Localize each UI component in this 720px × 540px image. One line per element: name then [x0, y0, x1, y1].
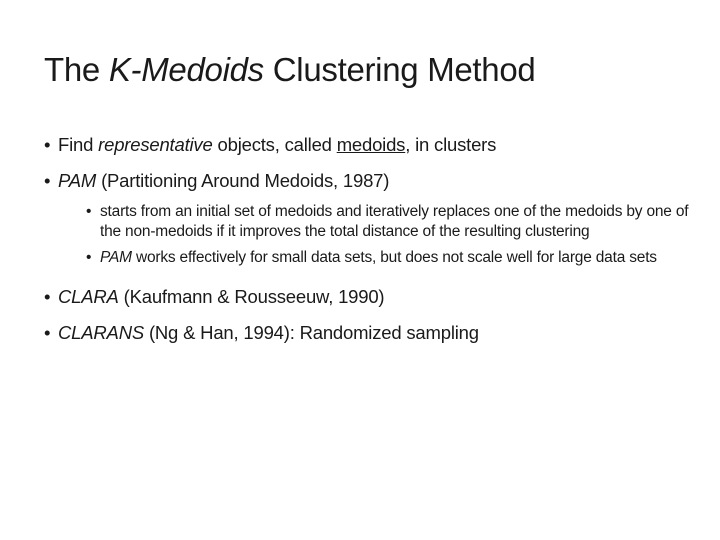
b3-text-2: (Kaufmann & Rousseeuw, 1990)	[118, 286, 385, 307]
title-prefix: The	[44, 51, 109, 88]
title-italic: K-Medoids	[108, 51, 264, 88]
b3-text-1: CLARA	[58, 286, 119, 307]
b2-text-1: PAM	[58, 170, 97, 191]
bullet-clara	[44, 284, 694, 310]
bullet-find-representative	[44, 132, 694, 158]
b1-text-4: medoids	[336, 134, 406, 155]
bullet-list	[44, 132, 694, 356]
slide-title	[44, 48, 535, 92]
sub2-text-1: PAM	[100, 249, 132, 266]
b1-text-1: Find	[58, 134, 99, 155]
b1-text-2: representative	[98, 134, 213, 155]
sub2-text-2: works effectively for small data sets, but does not scale well for large data sets	[131, 249, 657, 266]
b4-text-2: (Ng & Han, 1994): Randomized sampling	[144, 322, 479, 343]
bullet-clarans	[44, 320, 694, 346]
b4-text-1: CLARANS	[58, 322, 144, 343]
b1-text-5: , in clusters	[405, 134, 497, 155]
b1-text-3: objects, called	[212, 134, 337, 155]
pam-sub-bullets	[86, 202, 696, 268]
sub-bullet-pam-works	[86, 248, 696, 268]
bullet-pam	[44, 168, 694, 194]
b2-text-2: (Partitioning Around Medoids, 1987)	[96, 170, 390, 191]
sub-bullet-starts-from: • starts from an initial set of medoids and iteratively replaces one of the medoids by one of the non-medoids if it improves the total distance of the resulting clustering	[86, 202, 696, 242]
title-suffix: Clustering Method	[263, 51, 536, 88]
